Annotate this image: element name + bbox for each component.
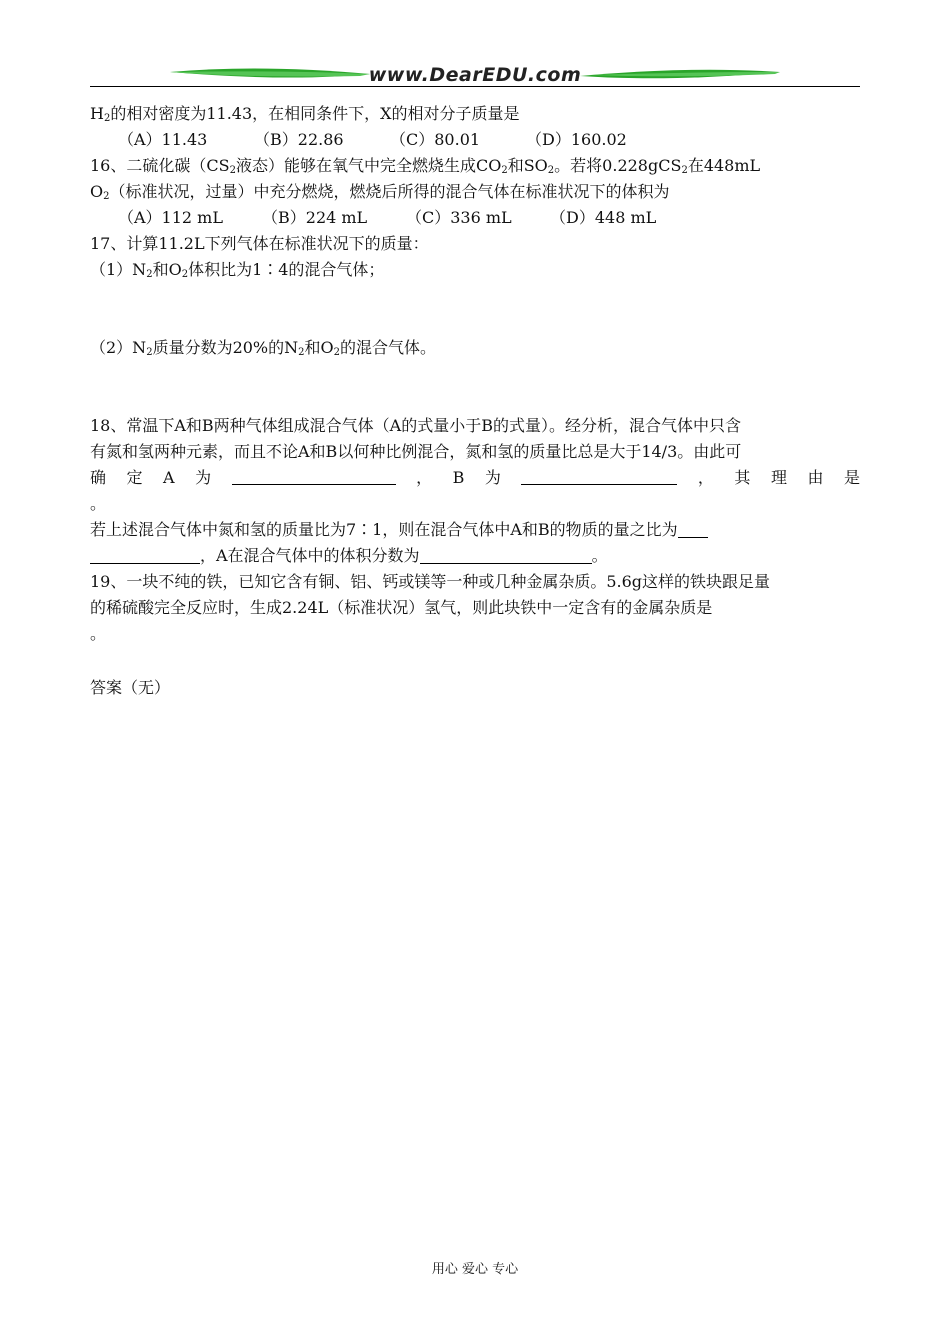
q16-option-b: （B）224 mL [262, 208, 368, 227]
q16-option-d: （D）448 mL [550, 208, 657, 227]
q18-line-6: ，A在混合气体中的体积分数为 。 [90, 544, 860, 568]
q17-stem: 17、计算11.2L下列气体在标准状况下的质量： [90, 234, 429, 253]
answer-blank-volume-fraction[interactable] [420, 545, 592, 564]
q16-option-a: （A）112 mL [118, 208, 223, 227]
q18-line-3: 确 定 A 为 ， B 为 ， 其 理 由 是 [90, 468, 860, 487]
q15-options [118, 128, 888, 152]
q15-option-d: （D）160.02 [526, 130, 627, 149]
page-footer: 用心 爱心 专心 [431, 1262, 519, 1277]
q19-line-2: 的稀硫酸完全反应时，生成2.24L（标准状况）氢气，则此块铁中一定含有的金属杂质是 [90, 598, 713, 617]
q19-line-3: 。 [90, 624, 107, 643]
q18-line-5: 若上述混合气体中氮和氢的质量比为7∶1，则在混合气体中A和B的物质的量之比为 [90, 518, 860, 542]
answer-note: 答案（无） [90, 678, 171, 697]
q15-option-c: （C）80.01 [390, 130, 481, 149]
header-rule [90, 86, 860, 87]
q16-line-1: 16、二硫化碳（$CS_2$液态）能够在氧气中完全燃烧生成$CO_2$和$SO_2$。若将0.228gCS$_2$在448mL [90, 156, 761, 176]
answer-blank-ratio-start[interactable] [678, 519, 708, 538]
q17-part-2: $(2)N_2$质量分数为20%的$N_2$和$O_2$的混合气体。 [90, 338, 437, 358]
q15-option-a: （A）11.43 [118, 130, 208, 149]
q15-option-b: （B）22.86 [254, 130, 344, 149]
answer-blank-a[interactable] [232, 466, 396, 485]
logo-text: www.DearEDU.com [368, 64, 582, 86]
q15-tail-line: $H_2$的相对密度为11.43，在相同条件下，X的相对分子质量是 [90, 104, 520, 124]
q18-line-1: 18、常温下A和B两种气体组成混合气体（A的式量小于B的式量）。经分析，混合气体中只含 [90, 416, 741, 435]
q16-options [118, 206, 888, 230]
q16-line-2: $O_2$（标准状况，过量）中充分燃烧，燃烧后所得的混合气体在标准状况下的体积为 [90, 182, 670, 202]
q18-line-2: 有氮和氢两种元素，而且不论A和B以何种比例混合，氮和氢的质量比总是大于14/3。由此可 [90, 442, 742, 461]
answer-blank-b[interactable] [521, 466, 677, 485]
answer-blank-ratio[interactable] [90, 545, 200, 564]
q16-option-c: （C）336 mL [406, 208, 512, 227]
q19-line-1: 19、一块不纯的铁，已知它含有铜、铝、钙或镁等一种或几种金属杂质。5.6g这样的铁块跟足量 [90, 572, 771, 591]
q18-line-4: 。 [90, 494, 107, 513]
q17-part-1: $(1)N_2$和$O_2$体积比为1∶4的混合气体； [90, 260, 385, 280]
